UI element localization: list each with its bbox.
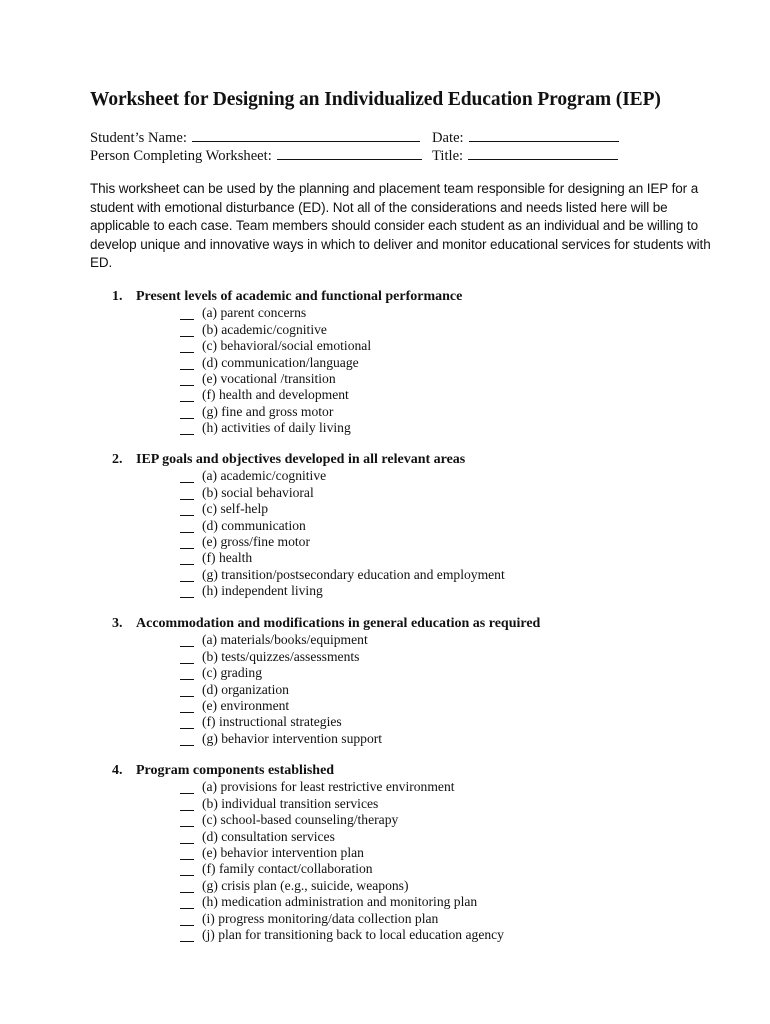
item-label: (f) family contact/collaboration — [202, 861, 373, 877]
checklist-item — [112, 649, 672, 665]
checklist-item — [112, 731, 672, 747]
checkbox-blank[interactable] — [180, 799, 194, 811]
checkbox-blank[interactable] — [180, 586, 194, 598]
checklist-item — [112, 420, 672, 436]
checklist-item — [112, 518, 672, 534]
checklist-item — [112, 387, 672, 403]
item-label: (d) organization — [202, 681, 289, 697]
checklist-item — [112, 845, 672, 861]
checklist-item — [112, 665, 672, 681]
checklist-item — [112, 567, 672, 583]
checklist-item — [112, 371, 672, 387]
checkbox-blank[interactable] — [180, 897, 194, 909]
item-label: (d) communication/language — [202, 354, 359, 370]
intro-line: applicable to each case. Team members should consider each student as an individual and be willing to — [90, 218, 699, 234]
checkbox-blank[interactable] — [180, 635, 194, 647]
checklist-item — [112, 632, 672, 648]
checklist-item — [112, 878, 672, 894]
person-completing-row — [90, 145, 710, 163]
checklist-item — [112, 682, 672, 698]
intro-line: develop unique and innovative ways in which to deliver and monitor educational services for students with — [90, 236, 711, 252]
item-label: (d) communication — [202, 517, 306, 533]
checklist-item — [112, 550, 672, 566]
checklist-item — [112, 911, 672, 927]
checkbox-blank[interactable] — [180, 374, 194, 386]
checkbox-blank[interactable] — [180, 701, 194, 713]
section-number: 2. — [112, 452, 123, 467]
checkbox-blank[interactable] — [180, 504, 194, 516]
checkbox-blank[interactable] — [180, 782, 194, 794]
checklist-item — [112, 404, 672, 420]
date-label: Date: — [432, 130, 464, 146]
checklist-item — [112, 322, 672, 338]
checkbox-blank[interactable] — [180, 914, 194, 926]
section-heading — [112, 289, 672, 305]
checkbox-blank[interactable] — [180, 521, 194, 533]
item-label: (c) behavioral/social emotional — [202, 338, 372, 354]
checklist-item — [112, 812, 672, 828]
checklist-item — [112, 894, 672, 910]
checklist-item — [112, 861, 672, 877]
item-label: (b) tests/quizzes/assessments — [202, 648, 360, 664]
title-label: Title: — [432, 148, 464, 164]
item-label: (h) independent living — [202, 583, 323, 599]
student-name-field[interactable] — [192, 127, 420, 142]
checkbox-blank[interactable] — [180, 341, 194, 353]
checkbox-blank[interactable] — [180, 734, 194, 746]
checkbox-blank[interactable] — [180, 537, 194, 549]
page-title: Worksheet for Designing an Individualized Education Program (IEP) — [90, 89, 661, 110]
item-label: (a) academic/cognitive — [202, 468, 327, 484]
checklist-item — [112, 698, 672, 714]
item-label: (h) medication administration and monitoring plan — [202, 894, 478, 910]
checklist-item — [112, 338, 672, 354]
checkbox-blank[interactable] — [180, 308, 194, 320]
item-label: (e) gross/fine motor — [202, 533, 310, 549]
section-iep-goals — [112, 452, 672, 600]
intro-line: ED. — [90, 255, 113, 271]
checklist-item — [112, 485, 672, 501]
checkbox-blank[interactable] — [180, 930, 194, 942]
item-label: (i) progress monitoring/data collection plan — [202, 910, 439, 926]
checklist — [112, 632, 672, 747]
intro-paragraph — [90, 180, 711, 273]
checklist-item — [112, 534, 672, 550]
section-title: Accommodation and modifications in general education as required — [136, 616, 541, 631]
checklist-item — [112, 583, 672, 599]
item-label: (a) provisions for least restrictive environment — [202, 779, 455, 795]
item-label: (c) school-based counseling/therapy — [202, 812, 399, 828]
checklist — [112, 779, 672, 943]
checkbox-blank[interactable] — [180, 848, 194, 860]
checklist — [112, 468, 672, 599]
section-number: 1. — [112, 289, 123, 304]
item-label: (b) individual transition services — [202, 795, 379, 811]
intro-line: This worksheet can be used by the planning and placement team responsible for designing an IEP for a — [90, 181, 699, 196]
checkbox-blank[interactable] — [180, 864, 194, 876]
section-present-levels — [112, 289, 672, 437]
checkbox-blank[interactable] — [180, 471, 194, 483]
checklist — [112, 305, 672, 436]
checklist-item — [112, 779, 672, 795]
section-title: Program components established — [136, 763, 335, 778]
checkbox-blank[interactable] — [180, 358, 194, 370]
item-label: (b) academic/cognitive — [202, 321, 327, 337]
section-program-components — [112, 763, 672, 943]
section-title: IEP goals and objectives developed in all relevant areas — [136, 452, 466, 467]
checkbox-blank[interactable] — [180, 668, 194, 680]
checkbox-blank[interactable] — [180, 390, 194, 402]
checkbox-blank[interactable] — [180, 685, 194, 697]
item-label: (f) health — [202, 550, 253, 566]
item-label: (a) parent concerns — [202, 305, 307, 321]
checklist-item — [112, 305, 672, 321]
section-heading — [112, 763, 672, 779]
person-completing-field[interactable] — [277, 145, 422, 160]
checklist-item — [112, 501, 672, 517]
checklist-item — [112, 355, 672, 371]
checkbox-blank[interactable] — [180, 570, 194, 582]
checkbox-blank[interactable] — [180, 423, 194, 435]
checklist-item — [112, 796, 672, 812]
checklist-item — [112, 714, 672, 730]
student-name-row — [90, 127, 710, 145]
section-heading — [112, 452, 672, 468]
checkbox-blank[interactable] — [180, 832, 194, 844]
student-name-label: Student’s Name: — [90, 130, 187, 146]
item-label: (e) environment — [202, 697, 290, 713]
item-label: (g) fine and gross motor — [202, 403, 334, 419]
checkbox-blank[interactable] — [180, 407, 194, 419]
item-label: (f) instructional strategies — [202, 714, 342, 730]
item-label: (e) behavior intervention plan — [202, 844, 364, 860]
checkbox-blank[interactable] — [180, 815, 194, 827]
item-label: (e) vocational /transition — [202, 370, 336, 386]
section-accommodations — [112, 616, 672, 747]
section-title: Present levels of academic and functional performance — [136, 289, 463, 304]
item-label: (f) health and development — [202, 387, 349, 403]
checkbox-blank[interactable] — [180, 325, 194, 337]
intro-line: student with emotional disturbance (ED). Not all of the considerations and needs listed here will be — [90, 199, 668, 215]
title-field[interactable] — [468, 145, 618, 160]
item-label: (c) self-help — [202, 501, 269, 517]
item-label: (h) activities of daily living — [202, 420, 351, 436]
checkbox-blank[interactable] — [180, 881, 194, 893]
item-label: (j) plan for transitioning back to local education agency — [202, 926, 504, 942]
item-label: (d) consultation services — [202, 828, 335, 844]
checkbox-blank[interactable] — [180, 652, 194, 664]
person-completing-label: Person Completing Worksheet: — [90, 148, 272, 164]
item-label: (g) transition/postsecondary education and employment — [202, 566, 505, 582]
checklist-item — [112, 927, 672, 943]
item-label: (g) crisis plan (e.g., suicide, weapons) — [202, 877, 409, 893]
checkbox-blank[interactable] — [180, 717, 194, 729]
item-label: (c) grading — [202, 665, 263, 681]
section-heading — [112, 616, 672, 632]
checkbox-blank[interactable] — [180, 553, 194, 565]
section-number: 3. — [112, 616, 123, 631]
checklist-item — [112, 829, 672, 845]
item-label: (a) materials/books/equipment — [202, 632, 368, 648]
item-label: (g) behavior intervention support — [202, 730, 383, 746]
date-field[interactable] — [469, 127, 619, 142]
checklist-item — [112, 468, 672, 484]
item-label: (b) social behavioral — [202, 484, 314, 500]
section-number: 4. — [112, 763, 123, 778]
checkbox-blank[interactable] — [180, 488, 194, 500]
